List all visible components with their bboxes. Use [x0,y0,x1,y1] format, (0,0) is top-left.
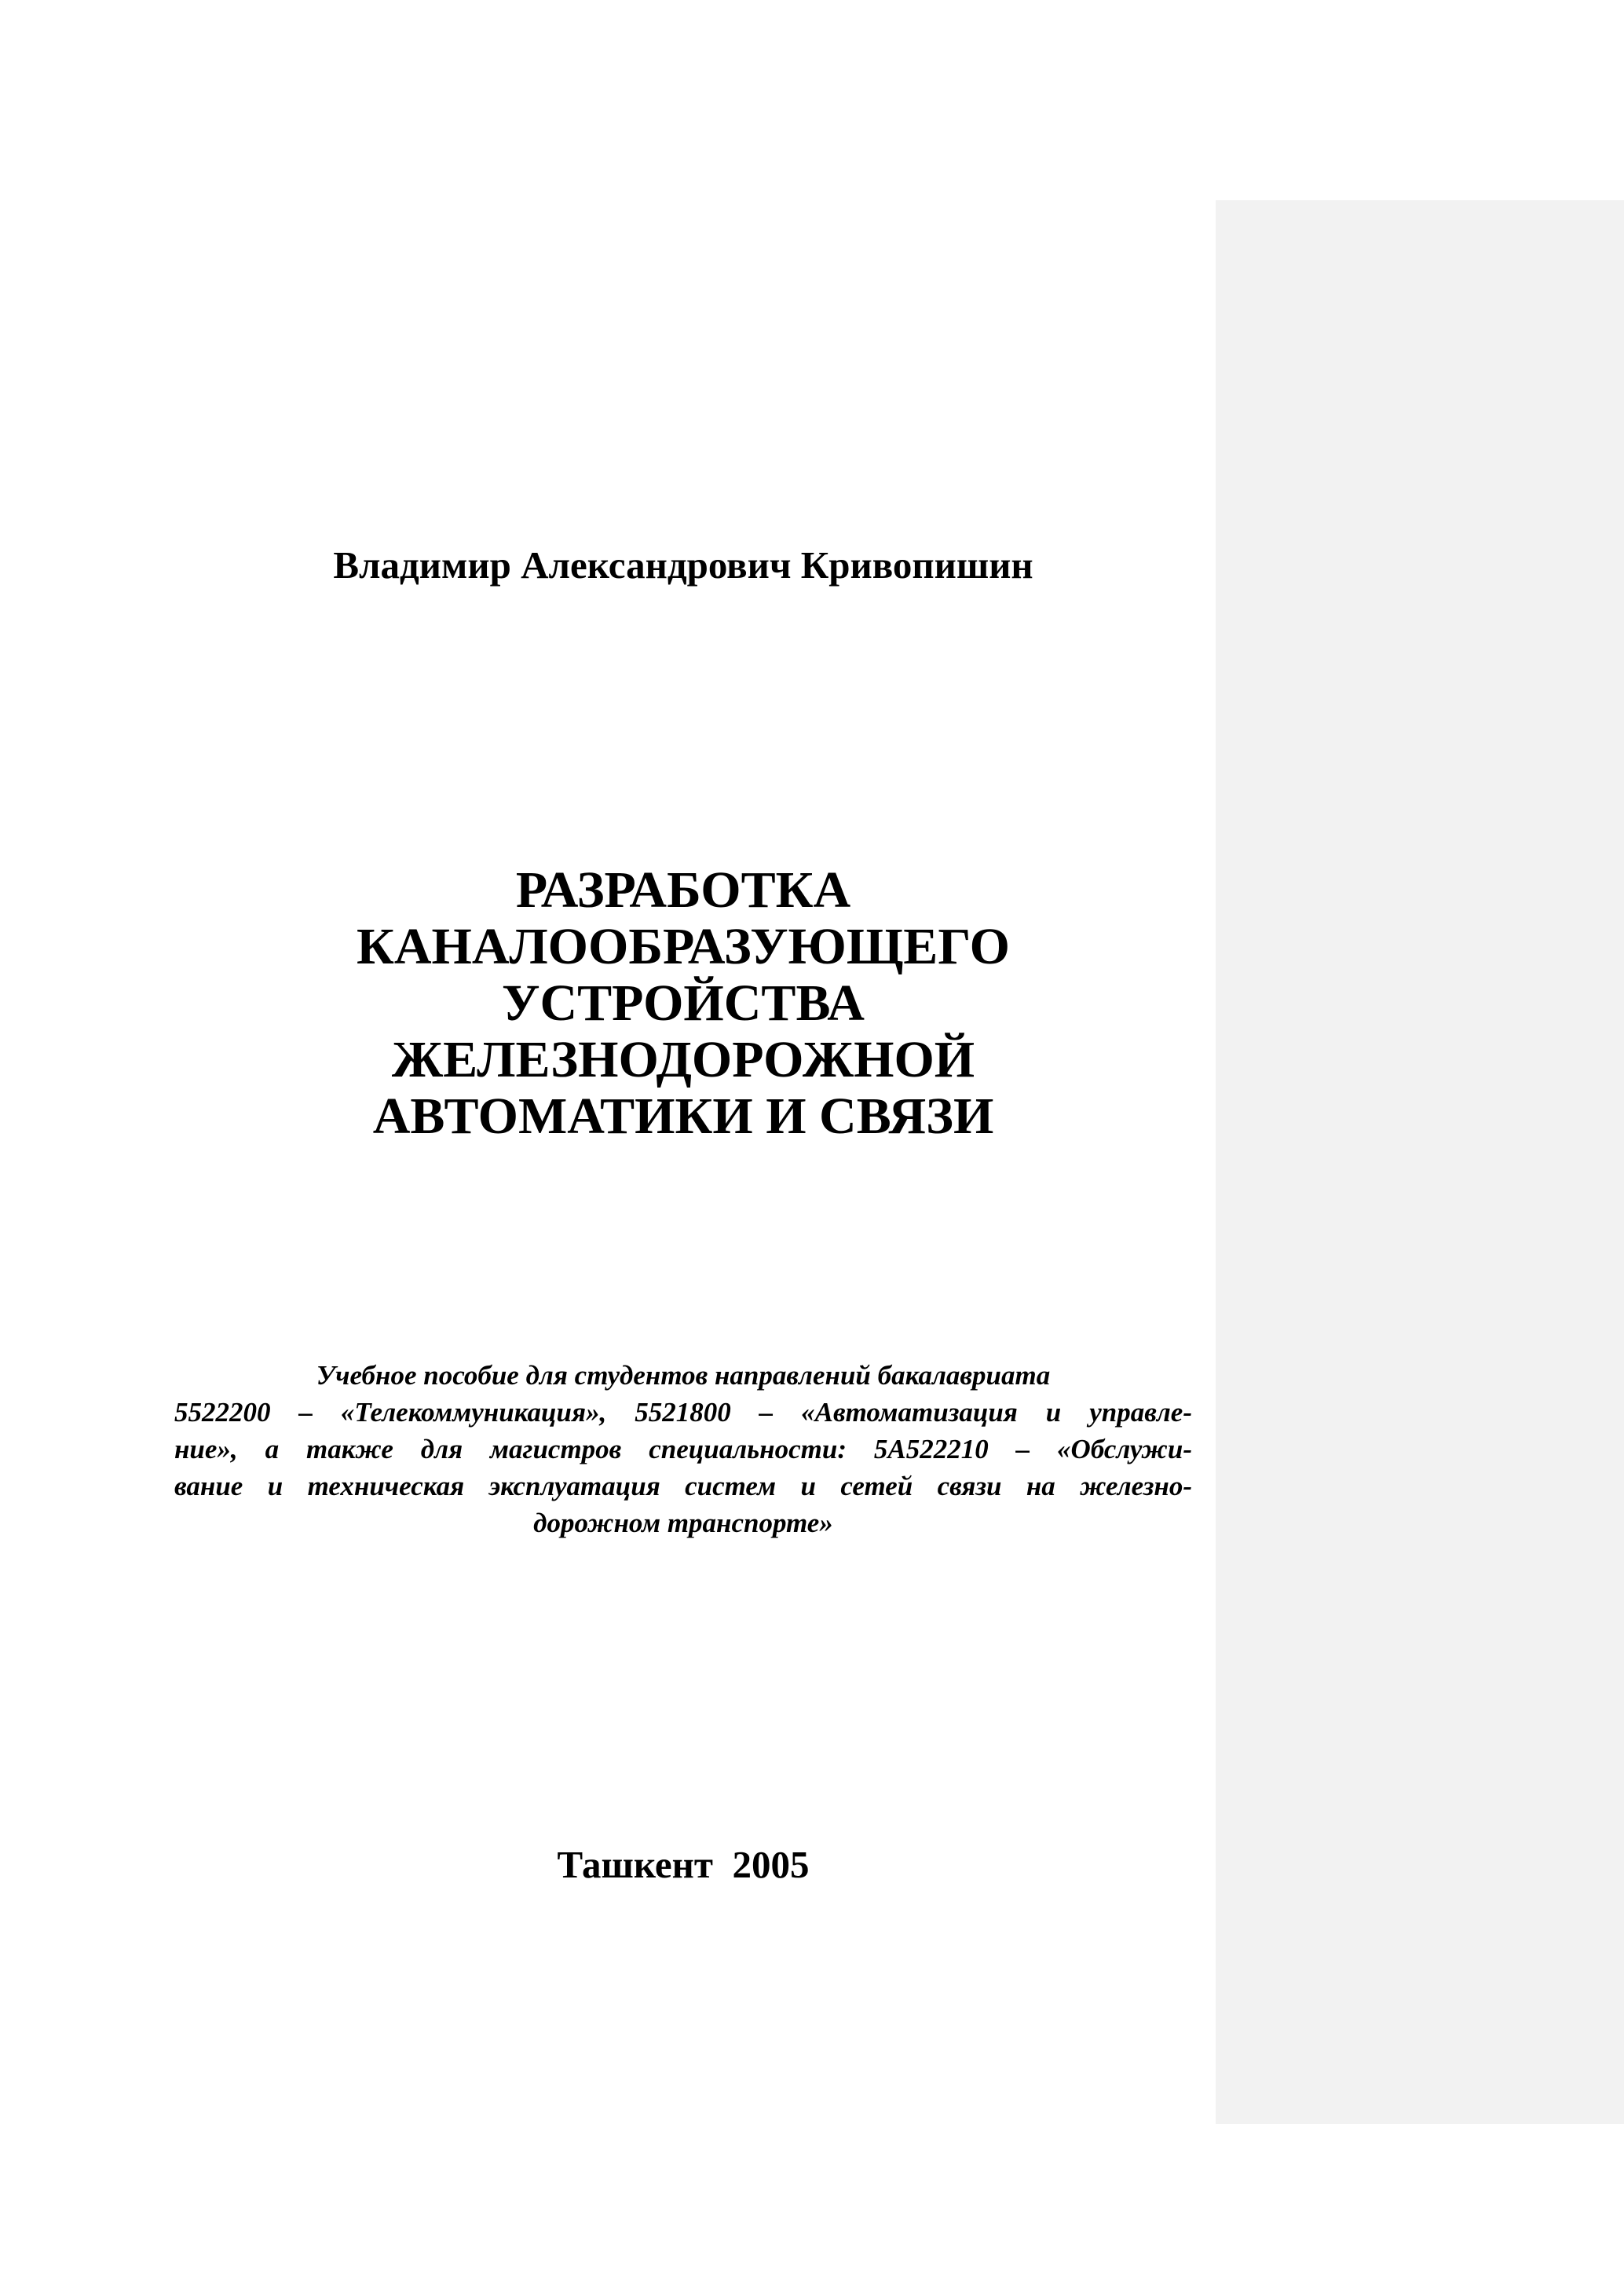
subtitle-line: ние», а также для магистров специальности: 5А522210 – «Обслужи- [174,1434,1192,1464]
title-line: КАНАЛООБРАЗУЮЩЕГО [356,918,1011,975]
subtitle-line: Учебное пособие для студентов направлений бакалавриата [316,1360,1051,1391]
subtitle-line: 5522200 – «Телекоммуникация», 5521800 – «Автоматизация и управле- [174,1397,1192,1428]
gray-side-panel [1216,200,1624,2124]
title-line: ЖЕЛЕЗНОДОРОЖНОЙ [391,1031,975,1088]
subtitle-line: вание и техническая эксплуатация систем и сетей связи на железно- [174,1471,1192,1501]
title-line: АВТОМАТИКИ И СВЯЗИ [372,1088,994,1145]
document-title [196,862,1170,1145]
title-line: РАЗРАБОТКА [515,861,851,919]
publication-place-year: Ташкент 2005 [557,1843,810,1886]
title-line: УСТРОЙСТВА [502,974,865,1032]
subtitle-line: дорожном транспорте» [533,1508,833,1538]
author-name: Владимир Александрович Кривопишин [333,543,1033,587]
document-subtitle [174,1357,1192,1541]
